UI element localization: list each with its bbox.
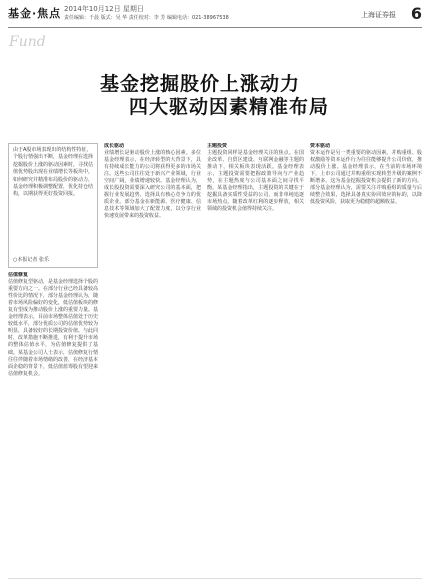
summary-text: 由于A股市场表现出的结构性特征，个股行情强出不断，基金经理在选择挖掘股价上涨的驱动因素时，寻找估值优势股出现在业绩增长等板块中，如何研究并精准布局股价的驱动力，基金经理积极调整配置，优化持仓结构，以期获得更好投资回报。 bbox=[13, 147, 94, 198]
byline: ○本报记者 张乐 bbox=[13, 256, 49, 263]
column-subheading: 成长驱动 bbox=[104, 143, 125, 149]
column-text: 主题投资同样是基金经理关注的焦点。在国企改革、自贸区建设、互联网金融等主题的推动下，相关板块表现活跃。基金经理表示，主题投资需要把握政策导向与产业趋势，在主题热度与公司基本面之间寻找平衡。某基金经理指出，主题投资的关键在于挖掘具备实质性受益的公司，而非单纯追逐市场热点。随着改革红利的逐步释放，相关领域的投资机会值得持续关注。 bbox=[207, 150, 304, 213]
section-watermark: Fund bbox=[9, 34, 46, 50]
column-subheading: 估值修复 bbox=[8, 272, 29, 278]
column-text: 业绩增长是驱动股价上涨的核心因素。多位基金经理表示，在经济转型的大背景下，具有持续成长能力的公司将获得更多的市场关注。这些公司往往处于新兴产业领域，行业空间广阔，业绩增速较快。基金经理认为，成长股投资需要深入研究公司的基本面，把握行业发展趋势，选择具有核心竞争力的优质企业。部分基金在新能源、医疗健康、信息技术等领域加大了配置力度，以分享行业快速发展带来的投资收益。 bbox=[104, 150, 201, 220]
column-subheading: 主题投资 bbox=[207, 143, 228, 149]
headline-line-1: 基金挖掘股价上涨动力 bbox=[100, 73, 301, 95]
headline-line-2: 四大驱动因素精准布局 bbox=[129, 96, 330, 118]
column-text: 估值修复型驱动，是基金经理选择个股的重要方向之一。在部分行业已经具备较高性价比的情况下，部分基金经理认为，随着市场风险偏好的变化，低估值板块的修复有望成为推动股价上涨的重要力量。基金经理表示，目前市场整体估值处于历史较低水平，部分优质公司的估值优势较为明显，具备较好的长期投资价值。与此同时，改革措施不断推进，有利于提升市场的整体估值水平，为估值修复提供了基础。某基金公司人士表示，估值修复行情往往伴随着市场情绪的改善，在经济基本面企稳的背景下，低估值蓝筹股有望迎来估值修复机会。 bbox=[8, 279, 98, 377]
page-header bbox=[8, 4, 422, 26]
section-title: 基金·焦点 bbox=[8, 7, 62, 20]
article-column-3 bbox=[207, 143, 304, 573]
column-subheading: 资本驱动 bbox=[310, 143, 331, 149]
newspaper-name: 上海证券报 bbox=[361, 11, 396, 19]
page-number: 6 bbox=[410, 4, 422, 23]
article-column-1 bbox=[8, 272, 98, 572]
article-column-4 bbox=[310, 143, 422, 573]
editor-credits: 责任编辑：千晨 版式：吴 华 责任校对：李 芳 编辑电话：021-38967538 bbox=[64, 15, 229, 21]
article-column-2 bbox=[104, 143, 201, 573]
header-rule bbox=[8, 27, 422, 28]
summary-box bbox=[8, 143, 98, 268]
footer-rule bbox=[8, 578, 422, 579]
issue-date: 2014年10月12日 星期日 bbox=[64, 5, 144, 13]
column-text: 资本运作是另一类重要的驱动因素。并购重组、股权激励等资本运作行为往往能够提升公司价值，推动股价上涨。基金经理表示，在当前的市场环境下，上市公司通过并购重组实现转型升级的案例不断增多，这为基金挖掘投资机会提供了新的方向。部分基金经理认为，需要关注并购重组的质量与后续整合效果，选择具备真实协同效应的标的，以降低投资风险，获取更为稳健的超额收益。 bbox=[310, 150, 422, 206]
